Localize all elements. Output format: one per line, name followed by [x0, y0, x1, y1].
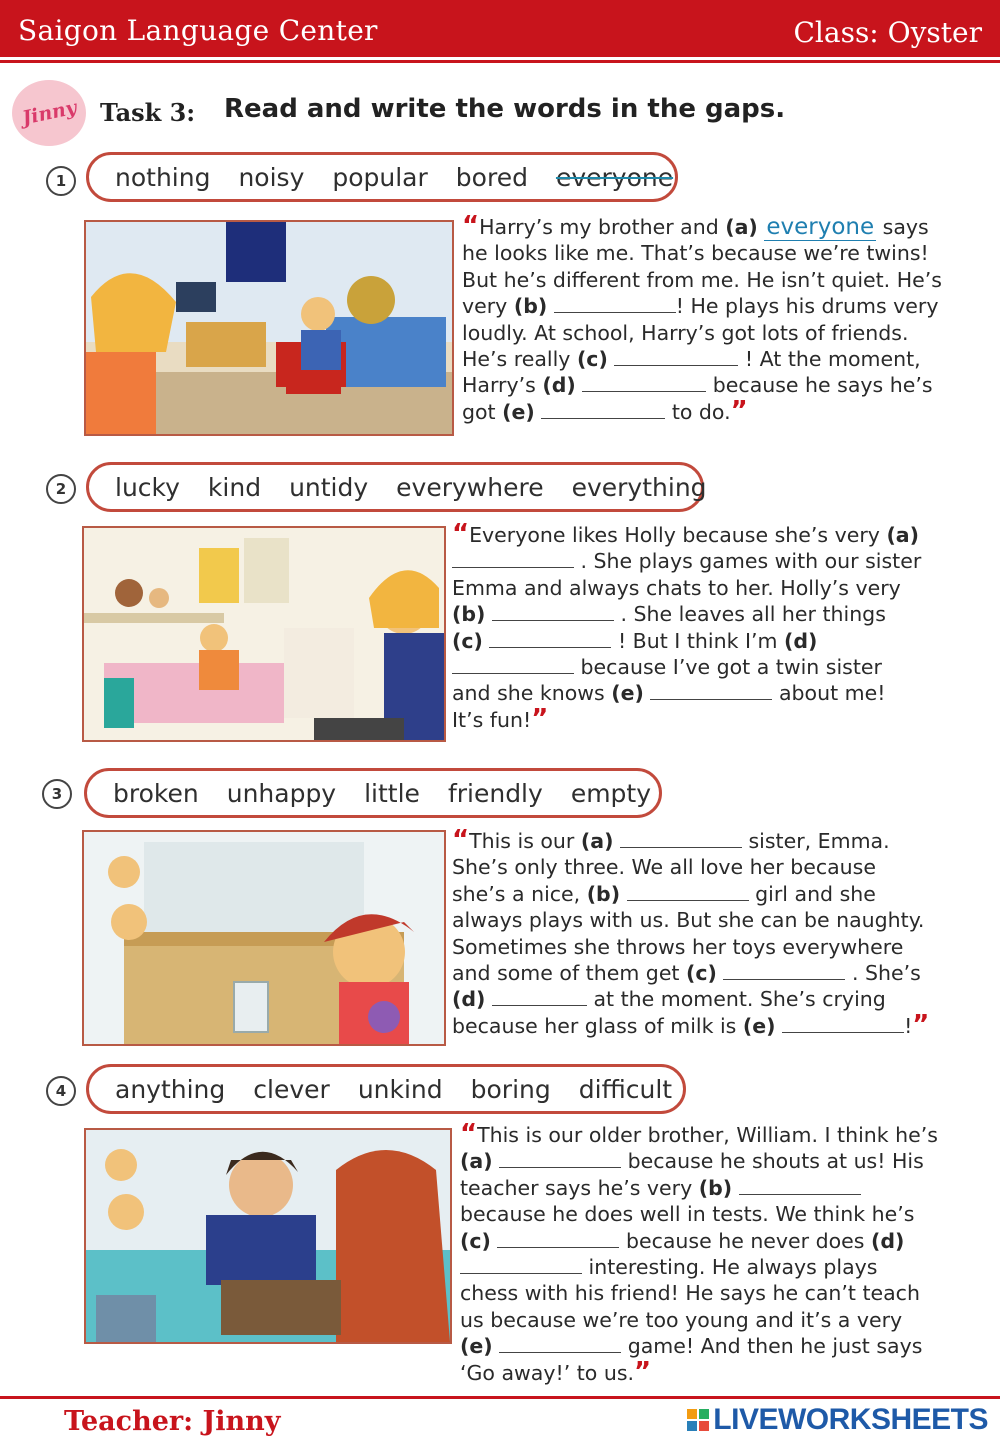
illustration-holly-bedroom	[82, 526, 446, 742]
kitchen-drawing	[84, 832, 444, 1044]
liveworksheets-logo	[687, 1403, 988, 1437]
illustration-emma-kitchen	[82, 830, 446, 1046]
word: popular	[332, 162, 428, 192]
answer-gap-4a[interactable]	[499, 1149, 621, 1168]
answer-gap-3b[interactable]	[627, 882, 749, 901]
word: boring	[470, 1074, 551, 1104]
footer-divider	[0, 1396, 1000, 1399]
word: everything	[571, 472, 707, 502]
answer-gap-2e[interactable]	[650, 681, 772, 700]
story-2: “Everyone likes Holly because she’s very (a) . She plays games with our sister Emma and always chats to her. Holly’s very (b) . She leaves all her things (c) ! But I think I’m (d) because I’ve got a twin sister and she knows (e) about me! It’s fun!”	[452, 519, 922, 734]
answer-gap-1c[interactable]	[614, 347, 738, 366]
word-box-1	[86, 152, 678, 202]
chess-drawing	[86, 1130, 450, 1342]
center-name: Saigon Language Center	[18, 14, 378, 47]
class-label: Class: Oyster	[793, 16, 982, 49]
illustration-william-chess	[84, 1128, 452, 1344]
word: unkind	[357, 1074, 443, 1104]
answer-gap-4d[interactable]	[460, 1255, 582, 1274]
answer-gap-3c[interactable]	[723, 961, 845, 980]
word: noisy	[238, 162, 305, 192]
word: kind	[207, 472, 262, 502]
answer-gap-3a[interactable]	[620, 829, 742, 848]
answer-gap-2a[interactable]	[452, 549, 574, 568]
story-3: “This is our (a) sister, Emma. She’s only three. We all love her because she’s a nice, (b) girl and she always plays with us. But she can be naughty. Sometimes she throws her toys everywhere and some of them get (c) . She’s (d) at the moment. She’s crying because her glass of milk is (e) !”	[452, 825, 930, 1040]
word: broken	[113, 778, 199, 808]
answer-gap-4e[interactable]	[499, 1334, 621, 1353]
jinny-logo	[12, 80, 86, 146]
answer-gap-2d[interactable]	[452, 655, 574, 674]
word: friendly	[447, 778, 543, 808]
word: untidy	[289, 472, 369, 502]
answer-gap-4c[interactable]	[497, 1229, 619, 1248]
word: little	[364, 778, 420, 808]
answer-gap-1e[interactable]	[541, 400, 665, 419]
story-1: “Harry’s my brother and (a) everyone says he looks like me. That’s because we’re twins! But he’s different from me. He isn’t quiet. He’s very (b) ! He plays his drums very loudly. At school, Harry’s got lots of friends. He’s really (c) ! At the moment, Harry’s (d) because he says he’s got (e) to do.”	[462, 211, 942, 426]
word: nothing	[115, 162, 211, 192]
bedroom-drawing	[86, 222, 452, 434]
header-divider	[0, 60, 1000, 63]
section-number-3: 3	[42, 779, 72, 809]
brand-name: LIVEWORKSHEETS	[713, 1403, 988, 1436]
answer-gap-4b[interactable]	[739, 1176, 861, 1195]
section-number-2: 2	[46, 474, 76, 504]
liveworksheets-icon	[687, 1409, 709, 1431]
teacher-name: Teacher: Jinny	[64, 1406, 281, 1437]
holly-room-drawing	[84, 528, 444, 740]
answer-gap-1b[interactable]	[554, 294, 676, 313]
answer-gap-3e[interactable]	[782, 1014, 904, 1033]
logo-text: Jinny	[19, 96, 79, 130]
word-used: everyone	[555, 162, 674, 192]
header-bar	[0, 0, 1000, 57]
word: bored	[455, 162, 528, 192]
word: clever	[253, 1074, 330, 1104]
word: lucky	[115, 472, 180, 502]
task-label: Task 3:	[100, 98, 196, 127]
word-box-3	[84, 768, 662, 818]
section-number-1: 1	[46, 166, 76, 196]
word: everywhere	[396, 472, 544, 502]
word: unhappy	[226, 778, 337, 808]
story-4: “This is our older brother, William. I think he’s (a) because he shouts at us! His teacher says he’s very (b) because he does well in tests. We think he’s (c) because he never does (d) interesting. He always plays chess with his friend! He says he can’t teach us because we’re too young and it’s a very (e) game! And then he just says ‘Go away!’ to us.”	[460, 1119, 938, 1387]
answer-gap-2b[interactable]	[492, 602, 614, 621]
answer-gap-3d[interactable]	[492, 987, 587, 1006]
word: difficult	[578, 1074, 673, 1104]
illustration-harry-bedroom	[84, 220, 454, 436]
answer-gap-2c[interactable]	[489, 629, 611, 648]
answer-gap-1d[interactable]	[582, 373, 706, 392]
word-box-4	[86, 1064, 686, 1114]
section-number-4: 4	[46, 1076, 76, 1106]
word: empty	[570, 778, 652, 808]
task-instruction: Read and write the words in the gaps.	[224, 94, 786, 124]
word-box-2	[86, 462, 707, 512]
word: anything	[115, 1074, 226, 1104]
example-answer: everyone	[766, 214, 875, 240]
